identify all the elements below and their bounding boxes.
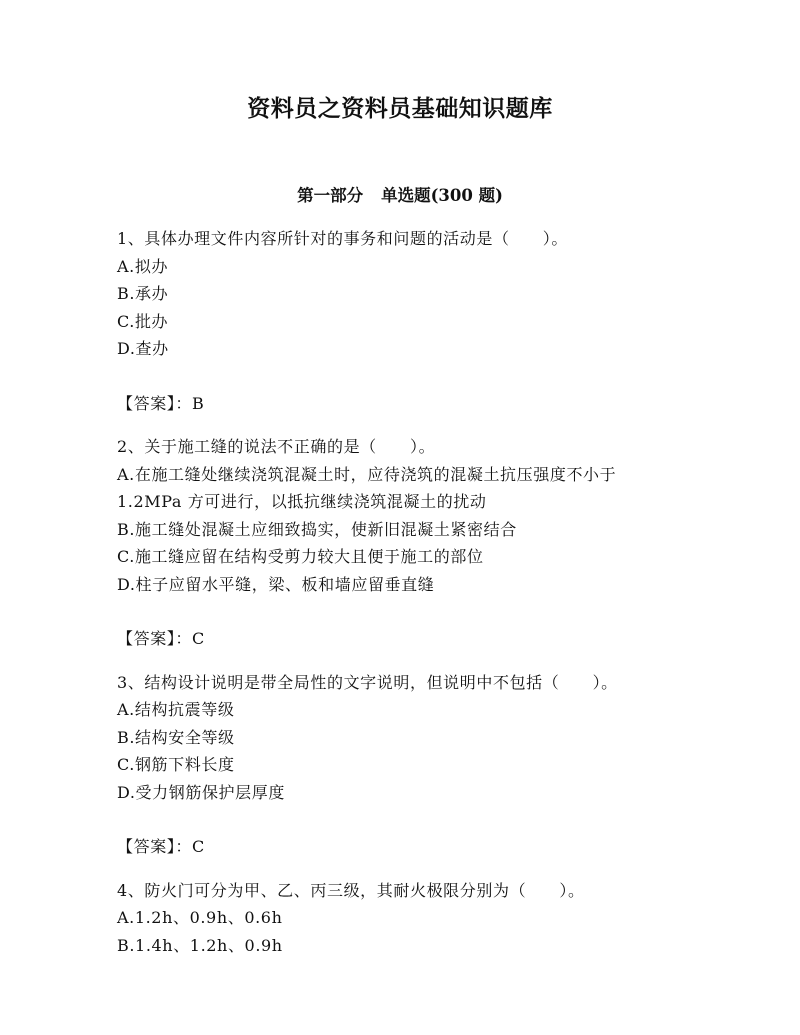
answer-label: 【答案】： — [117, 629, 193, 648]
option: B.承办 — [117, 284, 169, 303]
question-list — [117, 225, 687, 959]
question-stem: 4、防火门可分为甲、乙、丙三级，其耐火极限分别为（ ）。 — [117, 880, 585, 900]
question — [117, 225, 687, 417]
option: A.拟办 — [117, 256, 169, 276]
option: A.结构抗震等级 — [117, 700, 235, 719]
section-name: 单选题(300 题) — [381, 186, 503, 205]
question-stem: 3、结构设计说明是带全局性的文字说明，但说明中不包括（ ）。 — [117, 672, 618, 692]
answer-value: C — [192, 837, 205, 856]
answer-value: B — [192, 393, 205, 413]
question — [117, 433, 687, 653]
option: B.1.4h、1.2h、0.9h — [117, 935, 283, 955]
answer-line — [117, 833, 687, 861]
option: A.1.2h、0.9h、0.6h — [117, 908, 283, 927]
question-stem: 2、关于施工缝的说法不正确的是（ ）。 — [117, 437, 436, 456]
question — [117, 877, 687, 960]
option: C.钢筋下料长度 — [117, 755, 235, 774]
answer-label: 【答案】： — [117, 837, 193, 856]
option: D.柱子应留水平缝，梁、板和墙应留垂直缝 — [117, 574, 435, 594]
option-continuation: 1.2MPa 方可进行，以抵抗继续浇筑混凝土的扰动 — [117, 492, 487, 511]
option: D.受力钢筋保护层厚度 — [117, 782, 285, 802]
option: D.查办 — [117, 339, 169, 358]
option: C.施工缝应留在结构受剪力较大且便于施工的部位 — [117, 547, 484, 566]
section-heading — [0, 184, 800, 208]
answer-line — [117, 625, 687, 653]
option: B.施工缝处混凝土应细致捣实，使新旧混凝土紧密结合 — [117, 519, 517, 539]
question-stem: 1、具体办理文件内容所针对的事务和问题的活动是（ ）。 — [117, 229, 568, 248]
option: C.批办 — [117, 311, 169, 331]
option: B.结构安全等级 — [117, 727, 235, 747]
question — [117, 669, 687, 861]
document-title: 资料员之资料员基础知识题库 — [247, 95, 553, 122]
option: A.在施工缝处继续浇筑混凝土时，应待浇筑的混凝土抗压强度不小于 — [117, 464, 617, 484]
section-part: 第一部分 — [297, 186, 364, 205]
answer-line — [117, 390, 687, 418]
answer-value: C — [192, 629, 205, 648]
answer-label: 【答案】： — [117, 393, 193, 413]
